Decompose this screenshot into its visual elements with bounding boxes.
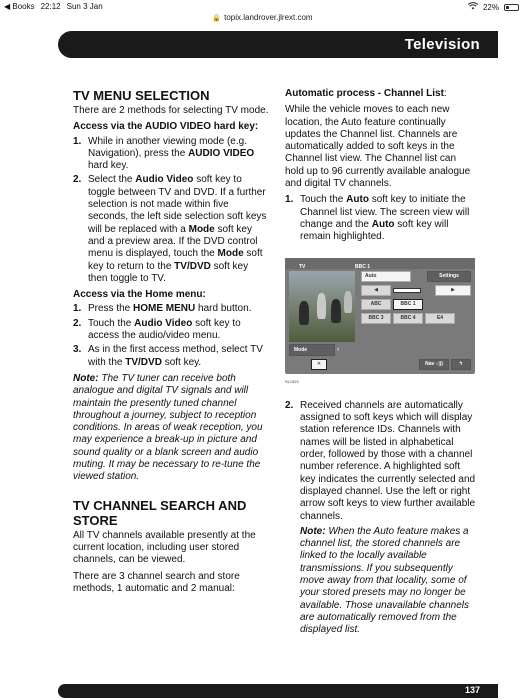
right-arrow-soft-key[interactable]: ▶ <box>435 285 471 296</box>
heading-channel-search: TV CHANNEL SEARCH AND STORE <box>73 497 247 528</box>
channel-key-bbc4[interactable]: BBC 4 <box>393 313 423 324</box>
back-to-books-link[interactable]: ◀ Books <box>4 2 35 11</box>
heading-tv-menu-selection: TV MENU SELECTION <box>73 88 210 103</box>
channel-key-bbc3[interactable]: BBC 3 <box>361 313 391 324</box>
auto-process-text: While the vehicle moves to each new location, the Auto feature continually updates the Channel list. Channels are automatically added to soft keys in the Channel list view. The Channel list can hold up to 96 currently available analogue and digital TV channels. <box>285 104 471 190</box>
av-steps <box>73 136 270 286</box>
channel-scroll-bar <box>393 288 421 293</box>
tv-channel-list-screen <box>285 258 475 374</box>
left-arrow-soft-key[interactable]: ◀ <box>361 285 391 296</box>
channel-search-text-1: All TV channels available presently at the current location, including user stored channels, can be viewed. <box>73 529 256 566</box>
note-auto-feature: Note: When the Auto feature makes a channel list, the stored channels are linked to the locally available transmissions. If you subsequently move away from that locality, some of your stored presets may no longer be available. Those unavailable channels are automatically removed from the displayed list. <box>300 525 470 636</box>
heading-automatic-process: Automatic process - Channel List: <box>285 88 447 99</box>
speaker-icon: ◁)) <box>435 360 443 367</box>
home-steps <box>73 303 270 368</box>
nav-soft-key[interactable]: Nav ◁)) <box>419 359 449 370</box>
url-text: topix.landrover.jlrext.com <box>224 13 313 22</box>
list-item: 3. As in the first access method, select TV with the TV/DVD soft key. <box>73 344 263 368</box>
channel-key-bbc1[interactable]: BBC 1 <box>393 299 423 310</box>
screen-tab-tv: TV <box>299 263 306 270</box>
heading-access-home-menu: Access via the Home menu: <box>73 289 206 301</box>
battery-icon <box>504 4 519 11</box>
page-number: 137 <box>464 685 480 695</box>
wifi-icon <box>468 2 478 12</box>
url-bar[interactable] <box>0 13 525 25</box>
status-bar <box>0 0 525 13</box>
intro-text: There are 2 methods for selecting TV mode. <box>73 105 269 116</box>
figure-code: SL1522 <box>285 378 299 384</box>
list-item: 2. Touch the Audio Video soft key to access the audio/video menu. <box>73 317 241 342</box>
back-icon[interactable]: ↰ <box>451 359 471 370</box>
status-time: 22:12 <box>40 2 61 11</box>
close-icon[interactable]: ✕ <box>311 359 327 370</box>
auto-soft-key[interactable]: Auto <box>361 271 411 282</box>
channel-search-text-2: There are 3 channel search and store methods, 1 automatic and 2 manual: <box>73 570 240 594</box>
channel-key-e4[interactable]: E4 <box>425 313 455 324</box>
mode-soft-key[interactable]: Mode <box>289 344 335 356</box>
tv-preview-image <box>289 271 355 342</box>
auto-steps-1 <box>285 194 477 243</box>
section-banner <box>58 31 498 58</box>
settings-soft-key[interactable]: Settings <box>427 271 471 282</box>
footer-bar <box>58 684 498 698</box>
screen-title-bar <box>285 258 475 269</box>
status-date: Sun 3 Jan <box>66 2 103 11</box>
left-column <box>73 88 270 595</box>
channel-key-abc[interactable]: ABC <box>361 299 391 310</box>
list-item: 1. While in another viewing mode (e.g. Navigation), press the AUDIO VIDEO hard key. <box>73 135 255 172</box>
list-item: 1. Touch the Auto soft key to initiate the Channel list view. The screen view will change and the Auto soft key will remain highlighted. <box>285 194 470 243</box>
lock-icon: 🔒 <box>212 15 222 22</box>
note-tv-tuner: Note: The TV tuner can receive both analogue and digital TV signals and will maintain the presently tuned channel throughout a journey, subject to reception conditions. In areas of weak reception, you may experience a break-up in picture and sound quality or a blank screen and audio muting. It may be necessary to re-tune the viewed station. <box>73 372 263 483</box>
heading-access-audio-video: Access via the AUDIO VIDEO hard key: <box>73 121 259 133</box>
list-item: 2. Received channels are automatically assigned to soft keys which will display station reference IDs. Channels with names will be listed in alphabetical order, followed by those with a channel number reference. A highlighted soft key indicates the currently selected and displayed channel. Use the left or right arrow soft keys to view further available channels. <box>285 399 476 522</box>
list-item: 2. Select the Audio Video soft key to toggle between TV and DVD. If a further selection is not made within five seconds, the left side selection soft keys will be replaced with a Mode soft key and a preview area. If the DVD control menu is displayed, touch the Mode soft key to return to the TV/DVD soft key then toggle to TV. <box>73 174 267 284</box>
auto-steps-2 <box>285 400 477 523</box>
list-item: 1. Press the HOME MENU hard button. <box>73 303 252 315</box>
mode-arrow-icon: ‹ <box>337 345 340 353</box>
battery-percent: 22% <box>482 2 499 12</box>
section-title: Television <box>404 36 480 53</box>
right-column <box>285 88 477 637</box>
screen-tab-channel: BBC 1 <box>355 263 371 270</box>
